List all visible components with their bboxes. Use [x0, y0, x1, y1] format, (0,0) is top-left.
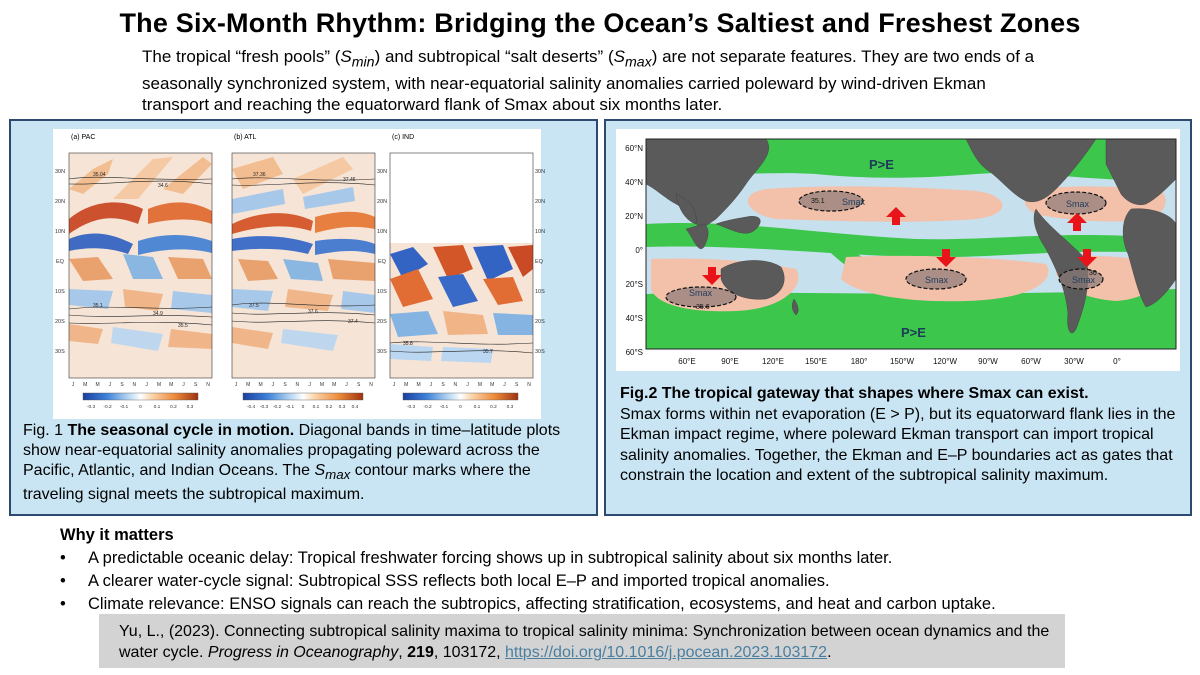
month-label: S	[194, 382, 198, 388]
month-label: N	[295, 382, 300, 388]
atl-hovmoller	[232, 153, 375, 378]
lat-label: 30S	[535, 349, 545, 355]
intro-paragraph	[142, 46, 1057, 115]
month-label: M	[83, 382, 88, 388]
month-label: J	[271, 382, 275, 388]
smax-label: Smax	[1072, 275, 1096, 285]
month-label: M	[490, 382, 495, 388]
colorbar-tick-label: 0.3	[186, 405, 194, 410]
colorbar-ind	[403, 393, 518, 400]
lat-label: 40°N	[625, 178, 643, 187]
lat-label: EQ	[56, 259, 64, 265]
figure1-image	[53, 129, 546, 419]
reference-volume: 219	[407, 644, 434, 661]
lat-label: 30S	[55, 349, 65, 355]
lon-label: 90°E	[721, 357, 739, 366]
lat-label: 20N	[377, 199, 388, 205]
ind-hovmoller	[390, 243, 533, 378]
lat-label: 30N	[55, 169, 66, 175]
month-axis	[72, 382, 531, 388]
month-label: M	[416, 382, 421, 388]
colorbar-tick-label: 0.1	[312, 405, 320, 410]
lat-label: 10S	[535, 289, 545, 295]
lat-label: 10S	[377, 289, 387, 295]
hovmoller-plots	[53, 129, 546, 419]
colorbar-tick-label: -0.2	[423, 405, 432, 410]
lat-label: EQ	[378, 259, 386, 265]
contour-label: 35.8	[403, 341, 413, 347]
colorbar-tick-label: 0.2	[490, 405, 497, 410]
month-label: M	[169, 382, 174, 388]
value-label: 35.1	[811, 198, 825, 205]
bullet-text: A predictable oceanic delay: Tropical freshwater forcing shows up in subtropical salinity about six months later.	[88, 549, 893, 567]
why-heading: Why it matters	[60, 526, 174, 544]
month-label: S	[357, 382, 361, 388]
panel-label-ind: (c) IND	[392, 134, 415, 141]
lat-label: 60°S	[625, 348, 643, 357]
month-label: M	[95, 382, 100, 388]
month-label: J	[466, 382, 469, 388]
smax-symbol: S	[314, 462, 326, 479]
tropical-gateway-map	[616, 129, 1180, 371]
contour-label: 35.1	[93, 303, 103, 309]
panel-label-atl: (b) ATL	[234, 134, 257, 141]
lat-label: 20°S	[625, 280, 643, 289]
figure2-panel	[604, 119, 1192, 516]
colorbar-tick-label: 0.2	[325, 405, 333, 410]
month-label: M	[258, 382, 263, 388]
lat-label: 20S	[377, 319, 387, 325]
lat-label: 10N	[377, 229, 388, 235]
bullet-item	[60, 549, 1180, 568]
colorbar-tick-label: -0.2	[103, 405, 112, 410]
month-label: S	[120, 382, 124, 388]
caption-bold: The seasonal cycle in motion.	[67, 422, 295, 439]
figure1-caption	[23, 421, 588, 505]
month-label: J	[71, 382, 75, 388]
contour-label: 37.36	[253, 172, 266, 178]
month-label: J	[182, 382, 185, 388]
contour-label: 37.46	[343, 177, 356, 183]
colorbar-tick-label: 0.1	[473, 405, 481, 410]
intro-text: ) are not separate features. They are two ends of a seasonally synchronized system, with near-equatorial salinity anomalies carried poleward by wind-driven Ekman transport and reaching the equatorward flank of Smax about six months later.	[142, 47, 1035, 115]
month-label: S	[283, 382, 287, 388]
lat-label: 30N	[377, 169, 388, 175]
figure2-caption	[620, 384, 1185, 487]
colorbar-atl	[243, 393, 363, 400]
month-label: J	[145, 382, 148, 388]
pe-south-label: P>E	[901, 325, 926, 340]
colorbar-tick-label: 0	[459, 405, 462, 410]
lat-label: 0°	[635, 246, 643, 255]
reference-journal: Progress in Oceanography	[207, 644, 399, 661]
month-label: J	[108, 382, 112, 388]
colorbar-pac	[83, 393, 198, 400]
reference-box	[99, 614, 1065, 668]
smax-label: Smax	[1066, 199, 1090, 209]
caption-text: contour marks where the traveling signal meets the subtropical maximum.	[23, 462, 531, 504]
bullet-symbol: •	[60, 549, 66, 567]
doi-link[interactable]: https://doi.org/10.1016/j.pocean.2023.103172	[505, 644, 828, 661]
value-label: 36	[1089, 270, 1097, 277]
month-label: J	[392, 382, 396, 388]
lat-label: 20°N	[625, 212, 643, 221]
lon-label: 150°W	[889, 357, 915, 366]
pe-north-label: P>E	[869, 157, 894, 172]
bullet-item	[60, 595, 1180, 614]
smax-subscript: max	[624, 54, 652, 71]
reference-authors: Yu, L., (2023). Connecting subtropical salinity maxima to tropical salinity minima: Synchronization between ocean dynamics and the water cycle.	[119, 623, 1050, 661]
intro-text: ) and subtropical “salt deserts” (	[374, 47, 614, 66]
lon-label: 180°	[850, 357, 868, 366]
intro-text: The tropical “fresh pools” (	[142, 47, 341, 66]
bullet-text: Climate relevance: ENSO signals can reach the subtropics, affecting stratification, ecosystems, and heat and carbon uptake.	[88, 595, 996, 613]
month-label: J	[308, 382, 311, 388]
colorbar-tick-label: -0.1	[285, 405, 295, 410]
pac-hovmoller	[69, 153, 212, 378]
colorbar-tick-label: 0	[139, 405, 142, 410]
month-label: J	[503, 382, 506, 388]
smin-subscript: min	[351, 54, 375, 71]
smax-symbol: S	[613, 47, 625, 66]
lon-label: 0°	[1113, 357, 1121, 366]
bullet-text: A clearer water-cycle signal: Subtropical SSS reflects both local E–P and imported tropical anomalies.	[88, 572, 830, 590]
colorbar-tick-label: -0.3	[86, 405, 96, 410]
colorbar-tick-label: -0.3	[259, 405, 269, 410]
month-label: M	[477, 382, 482, 388]
month-label: N	[527, 382, 531, 388]
panel-label-pac: (a) PAC	[71, 134, 96, 141]
contour-label: 35.5	[178, 323, 188, 329]
colorbar-tick-label: 0.3	[338, 405, 346, 410]
contour-label: 37.6	[308, 309, 318, 315]
lon-label: 60°E	[678, 357, 696, 366]
colorbar-tick-label: -0.1	[119, 405, 129, 410]
smax-subscript: max	[325, 467, 351, 483]
lat-label: 20N	[535, 199, 546, 205]
colorbar-tick-label: 0	[301, 405, 305, 410]
month-label: N	[206, 382, 210, 388]
contour-label: 34.6	[158, 183, 168, 189]
colorbar-tick-label: 0.4	[351, 405, 359, 410]
month-label: N	[453, 382, 458, 388]
colorbar-labels	[87, 404, 514, 410]
month-label: M	[156, 382, 161, 388]
colorbar-tick-label: -0.1	[439, 405, 449, 410]
month-label: M	[319, 382, 324, 388]
lon-label: 120°W	[932, 357, 958, 366]
colorbar-tick-label: -0.2	[272, 405, 282, 410]
contour-label: 35.04	[93, 172, 106, 178]
month-label: J	[345, 382, 348, 388]
lon-label: 60°W	[1021, 357, 1041, 366]
caption-text: Diagonal bands in time–latitude plots show near-equatorial salinity anomalies propagating poleward across the Pacific, Atlantic, and Indian Oceans. The	[23, 422, 561, 479]
lat-label: 10N	[55, 229, 66, 235]
bullet-symbol: •	[60, 572, 66, 590]
month-label: S	[441, 382, 445, 388]
figure1-panel	[9, 119, 598, 516]
month-label: N	[132, 382, 137, 388]
map-area	[646, 139, 1176, 349]
colorbar-tick-label: -0.3	[406, 405, 416, 410]
colorbar-tick-label: 0.2	[170, 405, 177, 410]
lon-label: 90°W	[978, 357, 998, 366]
month-label: J	[234, 382, 238, 388]
contour-label: 37.5	[249, 303, 259, 309]
page-title: The Six-Month Rhythm: Bridging the Ocean’s Saltiest and Freshest Zones	[119, 8, 1081, 38]
smin-symbol: S	[340, 47, 352, 66]
lon-label: 150°E	[805, 357, 827, 366]
bullet-item	[60, 572, 1180, 591]
caption-text: Smax forms within net evaporation (E > P), but its equatorward flank lies in the Ekman impact regime, where poleward Ekman transport can import tropical salinity anomalies. Together, the Ekman and E–P boundaries act as gates that constrain the location and extent of the subtropical salinity maximum.	[620, 405, 1176, 484]
lat-label: 20N	[55, 199, 66, 205]
lat-label: EQ	[535, 259, 543, 265]
lon-label: 120°E	[762, 357, 784, 366]
contour-label: 37.4	[348, 319, 358, 325]
lat-label: 60°N	[625, 144, 643, 153]
colorbar-tick-label: 0.3	[506, 405, 514, 410]
smax-label: Smax	[925, 275, 949, 285]
lat-label: 40°S	[625, 314, 643, 323]
value-label: 35.6	[696, 304, 710, 311]
month-label: S	[515, 382, 519, 388]
caption-bold: Fig.2 The tropical gateway that shapes where Smax can exist.	[620, 385, 1089, 402]
contour-label: 35.7	[483, 349, 493, 355]
smax-label: Smax	[842, 197, 866, 207]
smax-label: Smax	[689, 288, 713, 298]
lat-label: 20S	[55, 319, 65, 325]
figure2-image	[616, 129, 1180, 371]
contour-label: 34.9	[153, 311, 163, 317]
lat-label: 10S	[55, 289, 65, 295]
month-label: M	[246, 382, 251, 388]
bullet-symbol: •	[60, 595, 66, 613]
colorbar-tick-label: -0.4	[246, 405, 256, 410]
reference-separator: ,	[398, 644, 408, 661]
month-label: J	[429, 382, 433, 388]
lat-label: 30S	[377, 349, 387, 355]
month-label: M	[404, 382, 409, 388]
lat-label: 20S	[535, 319, 545, 325]
caption-lead: Fig. 1	[23, 422, 68, 439]
month-label: N	[369, 382, 373, 388]
lon-label: 30°W	[1064, 357, 1084, 366]
lat-label: 30N	[535, 169, 546, 175]
colorbar-tick-label: 0.1	[153, 405, 161, 410]
lat-label: 10N	[535, 229, 546, 235]
reference-end: .	[827, 644, 832, 661]
reference-pages: , 103172,	[433, 644, 506, 661]
month-label: M	[332, 382, 337, 388]
